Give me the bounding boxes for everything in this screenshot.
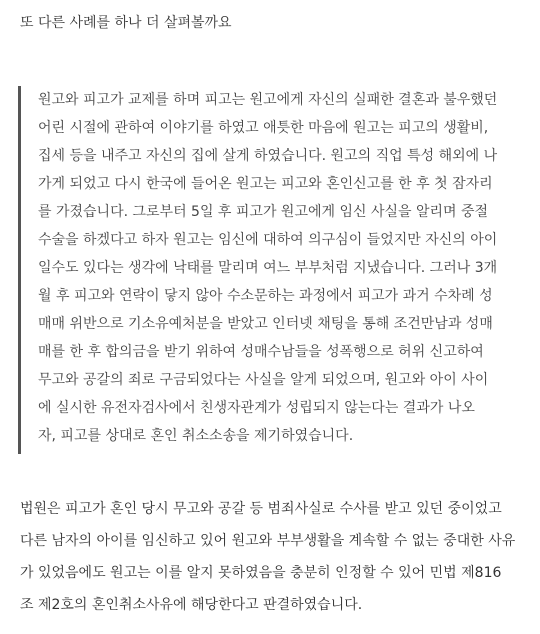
closing-line: 조 제2호의 혼인취소사유에 해당한다고 판결하였습니다.: [20, 597, 363, 613]
quote-line: 를 가졌습니다. 그로부터 5일 후 피고가 원고에게 임신 사실을 알리며 중절: [38, 204, 489, 220]
closing-line: 법원은 피고가 혼인 당시 무고와 공갈 등 범죄사실로 수사를 받고 있던 중이었고: [20, 501, 502, 517]
quote-line: 월 후 피고와 연락이 닿지 않아 수소문하는 과정에서 피고가 과거 수차례 성: [38, 288, 493, 304]
quote-line: 자, 피고를 상대로 혼인 취소소송을 제기하였습니다.: [38, 428, 354, 444]
closing-line: 다른 남자의 아이를 임신하고 있어 원고와 부부생활을 계속할 수 없는 중대한 사유: [20, 533, 516, 549]
quote-line: 매를 한 후 합의금을 받기 위하여 성매수남들을 성폭행으로 허위 신고하여: [38, 344, 484, 360]
quote-line: 에 실시한 유전자검사에서 친생자관계가 성립되지 않는다는 결과가 나오: [38, 400, 475, 416]
quote-line: 집세 등을 내주고 자신의 집에 살게 하였습니다. 원고의 직업 특성 해외에 나: [38, 148, 498, 164]
quote-line: 어린 시절에 관하여 이야기를 하였고 애틋한 마음에 원고는 피고의 생활비,: [38, 120, 489, 136]
quote-line: 일수도 있다는 생각에 낙태를 말리며 여느 부부처럼 지냈습니다. 그러나 3개: [38, 260, 498, 276]
intro-text: 또 다른 사례를 하나 더 살펴볼까요: [20, 15, 232, 31]
quote-line: 원고와 피고가 교제를 하며 피고는 원고에게 자신의 실패한 결혼과 불우했던: [38, 92, 498, 108]
closing-line: 가 있었음에도 원고는 이를 알지 못하였음을 충분히 인정할 수 있어 민법 제816: [20, 565, 502, 581]
quote-line: 수술을 하겠다고 하자 원고는 임신에 대하여 의구심이 들었지만 자신의 아이: [38, 232, 498, 248]
case-blockquote: [18, 86, 522, 454]
quote-line: 매매 위반으로 기소유예처분을 받았고 인터넷 채팅을 통해 조건만남과 성매: [38, 316, 493, 332]
quote-line: 무고와 공갈의 죄로 구금되었다는 사실을 알게 되었으며, 원고와 아이 사이: [38, 372, 489, 388]
quote-line: 가게 되었고 다시 한국에 들어온 원고는 피고와 혼인신고를 한 후 첫 잠자리: [38, 176, 493, 192]
